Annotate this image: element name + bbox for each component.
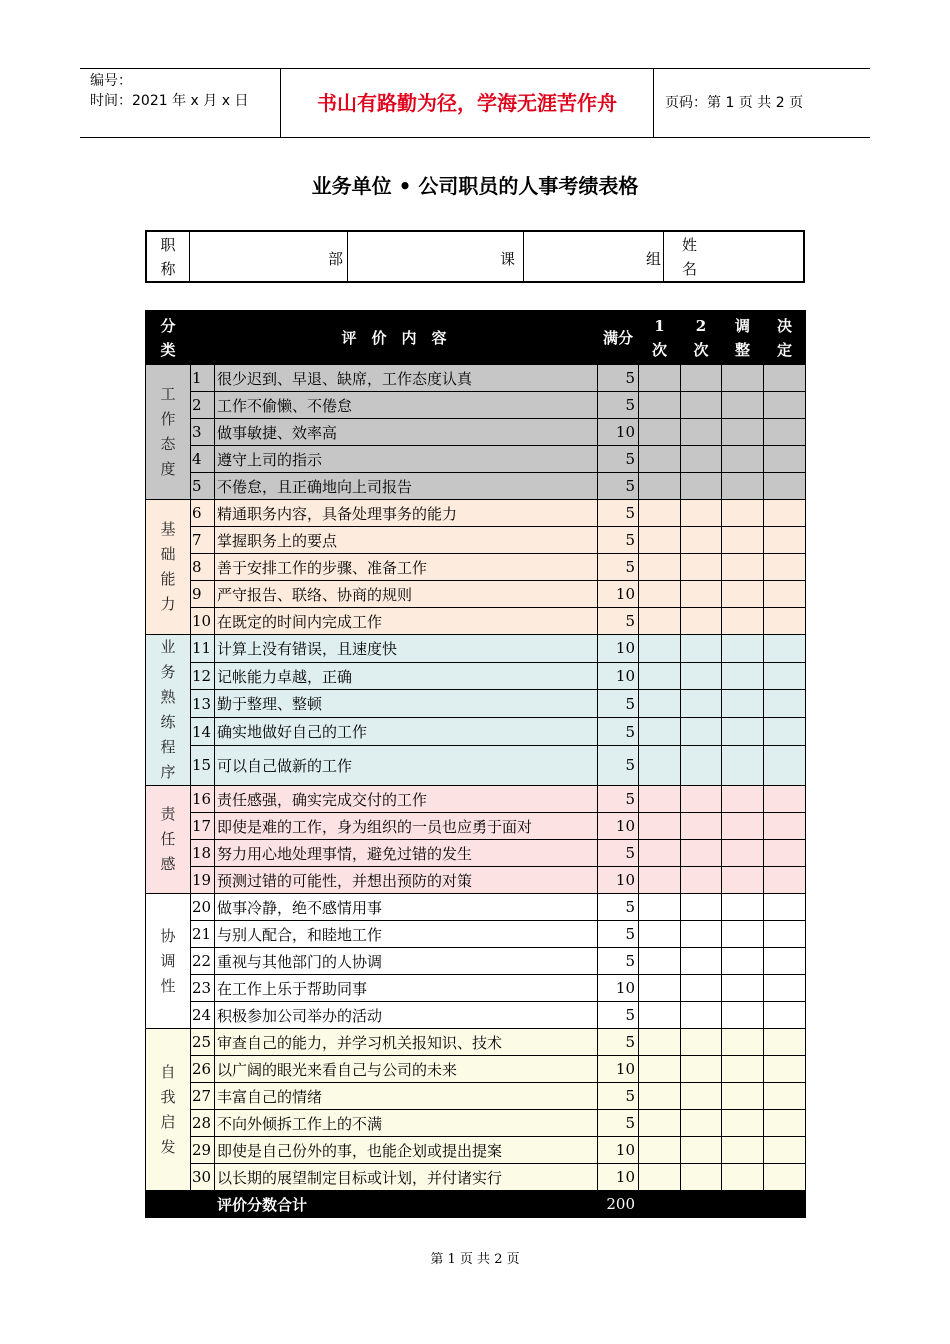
first-score-input[interactable] [639, 975, 681, 1002]
item-description: 在既定的时间内完成工作 [215, 608, 598, 635]
decide-score-input[interactable] [764, 1083, 806, 1110]
item-description: 遵守上司的指示 [215, 446, 598, 473]
first-score-input[interactable] [639, 473, 681, 500]
first-score-input[interactable] [639, 581, 681, 608]
table-row [146, 500, 806, 527]
full-score-cell: 10 [598, 662, 639, 690]
item-description: 可以自己做新的工作 [215, 745, 598, 785]
first-score-input[interactable] [639, 608, 681, 635]
group-label: 组 [645, 250, 661, 268]
table-row [146, 1083, 806, 1110]
header-motto: 书山有路勤为径，学海无涯苦作舟 [280, 69, 654, 137]
col-first: 1 次 [639, 311, 681, 365]
table-row [146, 813, 806, 840]
first-score-input[interactable] [639, 419, 681, 446]
adjust-score-input[interactable] [722, 527, 764, 554]
header-meta [80, 69, 280, 137]
full-score-cell: 5 [598, 1029, 639, 1056]
adjust-score-input[interactable] [722, 975, 764, 1002]
second-score-input[interactable] [681, 527, 722, 554]
adjust-score-input[interactable] [722, 718, 764, 746]
full-score-cell: 5 [598, 948, 639, 975]
table-row [146, 948, 806, 975]
decide-score-input[interactable] [764, 608, 806, 635]
department-field[interactable] [189, 232, 347, 281]
second-score-input[interactable] [681, 813, 722, 840]
total-row [146, 1191, 806, 1218]
second-score-input[interactable] [681, 894, 722, 921]
table-header-row [146, 311, 806, 365]
evaluation-table-body [146, 365, 806, 1218]
item-number: 5 [191, 473, 215, 500]
item-number: 4 [191, 446, 215, 473]
second-score-input[interactable] [681, 1137, 722, 1164]
first-score-input[interactable] [639, 392, 681, 419]
full-score-cell: 5 [598, 921, 639, 948]
category-basic-ability: 基 础 能 力 [146, 500, 191, 635]
first-score-input[interactable] [639, 840, 681, 867]
table-row [146, 690, 806, 718]
col-category: 分 类 [146, 311, 191, 365]
adjust-score-input[interactable] [722, 1110, 764, 1137]
item-description: 以长期的展望制定目标或计划，并付诸实行 [215, 1164, 598, 1191]
item-number: 13 [191, 690, 215, 718]
first-score-input[interactable] [639, 948, 681, 975]
item-description: 预测过错的可能性，并想出预防的对策 [215, 867, 598, 894]
decide-score-input[interactable] [764, 894, 806, 921]
col-decide: 决 定 [764, 311, 806, 365]
full-score-cell: 5 [598, 786, 639, 813]
full-score-cell: 5 [598, 365, 639, 392]
adjust-score-input[interactable] [722, 500, 764, 527]
adjust-score-input[interactable] [722, 867, 764, 894]
item-number: 23 [191, 975, 215, 1002]
adjust-score-input[interactable] [722, 921, 764, 948]
adjust-score-input[interactable] [722, 554, 764, 581]
total-label: 评价分数合计 [215, 1191, 598, 1218]
adjust-score-input[interactable] [722, 1002, 764, 1029]
first-score-input[interactable] [639, 500, 681, 527]
category-proficiency: 业 务 熟 练 程 序 [146, 635, 191, 786]
item-description: 丰富自己的情绪 [215, 1083, 598, 1110]
first-score-input[interactable] [639, 894, 681, 921]
adjust-score-input[interactable] [722, 948, 764, 975]
item-description: 很少迟到、早退、缺席，工作态度认真 [215, 365, 598, 392]
table-row [146, 1137, 806, 1164]
first-score-input[interactable] [639, 867, 681, 894]
table-row [146, 1164, 806, 1191]
full-score-cell: 5 [598, 745, 639, 785]
table-row [146, 718, 806, 746]
decide-score-input[interactable] [764, 690, 806, 718]
decide-score-input[interactable] [764, 581, 806, 608]
full-score-cell: 5 [598, 1002, 639, 1029]
category-cooperation: 协 调 性 [146, 894, 191, 1029]
adjust-score-input[interactable] [722, 419, 764, 446]
first-score-input[interactable] [639, 365, 681, 392]
table-row [146, 745, 806, 785]
full-score-cell: 5 [598, 392, 639, 419]
adjust-score-input[interactable] [722, 635, 764, 663]
full-score-cell: 5 [598, 690, 639, 718]
second-score-input[interactable] [681, 365, 722, 392]
second-score-input[interactable] [681, 662, 722, 690]
second-score-input[interactable] [681, 554, 722, 581]
time-label: 时间：2021 年 x 月 x 日 [90, 93, 249, 109]
full-score-cell: 10 [598, 635, 639, 663]
item-number: 24 [191, 1002, 215, 1029]
item-description: 确实地做好自己的工作 [215, 718, 598, 746]
item-description: 即使是自己份外的事，也能企划或提出提案 [215, 1137, 598, 1164]
first-score-input[interactable] [639, 527, 681, 554]
page-title: 业务单位 • 公司职员的人事考绩表格 [311, 174, 639, 198]
second-score-input[interactable] [681, 473, 722, 500]
col-content: 评 价 内 容 [191, 311, 598, 365]
full-score-cell: 10 [598, 581, 639, 608]
section-label: 课 [499, 250, 515, 268]
page-footer: 第 1 页 共 2 页 [430, 1252, 520, 1267]
adjust-score-input[interactable] [722, 473, 764, 500]
first-score-input[interactable] [639, 745, 681, 785]
item-description: 不倦怠，且正确地向上司报告 [215, 473, 598, 500]
item-description: 工作不偷懒、不倦怠 [215, 392, 598, 419]
item-number: 27 [191, 1083, 215, 1110]
adjust-score-input[interactable] [722, 1137, 764, 1164]
second-score-input[interactable] [681, 419, 722, 446]
item-description: 掌握职务上的要点 [215, 527, 598, 554]
second-score-input[interactable] [681, 921, 722, 948]
item-description: 做事敏捷、效率高 [215, 419, 598, 446]
adjust-score-input[interactable] [722, 365, 764, 392]
decide-score-input[interactable] [764, 1137, 806, 1164]
decide-score-input[interactable] [764, 446, 806, 473]
item-description: 勤于整理、整顿 [215, 690, 598, 718]
second-score-input[interactable] [681, 745, 722, 785]
item-description: 责任感强，确实完成交付的工作 [215, 786, 598, 813]
second-score-input[interactable] [681, 581, 722, 608]
decide-score-input[interactable] [764, 867, 806, 894]
item-description: 即使是难的工作，身为组织的一员也应勇于面对 [215, 813, 598, 840]
table-row [146, 975, 806, 1002]
first-score-input[interactable] [639, 690, 681, 718]
first-score-input[interactable] [639, 813, 681, 840]
second-score-input[interactable] [681, 608, 722, 635]
group-field[interactable] [523, 232, 663, 281]
col-adjust: 调 整 [722, 311, 764, 365]
second-score-input[interactable] [681, 975, 722, 1002]
item-number: 15 [191, 745, 215, 785]
item-description: 重视与其他部门的人协调 [215, 948, 598, 975]
first-score-input[interactable] [639, 446, 681, 473]
item-number: 10 [191, 608, 215, 635]
full-score-cell: 5 [598, 1110, 639, 1137]
item-number: 1 [191, 365, 215, 392]
table-row [146, 867, 806, 894]
second-score-input[interactable] [681, 500, 722, 527]
name-label-2: 名 [682, 260, 698, 278]
decide-score-input[interactable] [764, 840, 806, 867]
decide-score-input[interactable] [764, 500, 806, 527]
second-score-input[interactable] [681, 840, 722, 867]
col-full-score: 满分 [598, 311, 639, 365]
second-score-input[interactable] [681, 392, 722, 419]
full-score-cell: 5 [598, 527, 639, 554]
full-score-cell: 10 [598, 867, 639, 894]
item-description: 精通职务内容，具备处理事务的能力 [215, 500, 598, 527]
second-score-input[interactable] [681, 1110, 722, 1137]
item-number: 16 [191, 786, 215, 813]
decide-score-input[interactable] [764, 975, 806, 1002]
col-second: 2 次 [681, 311, 722, 365]
table-row [146, 1002, 806, 1029]
first-score-input[interactable] [639, 1002, 681, 1029]
first-score-input[interactable] [639, 786, 681, 813]
second-score-input[interactable] [681, 635, 722, 663]
second-score-input[interactable] [681, 690, 722, 718]
second-score-input[interactable] [681, 1164, 722, 1191]
second-score-input[interactable] [681, 867, 722, 894]
full-score-cell: 10 [598, 813, 639, 840]
item-description: 与别人配合，和睦地工作 [215, 921, 598, 948]
decide-score-input[interactable] [764, 786, 806, 813]
decide-score-input[interactable] [764, 813, 806, 840]
item-number: 7 [191, 527, 215, 554]
decide-score-input[interactable] [764, 473, 806, 500]
full-score-cell: 10 [598, 419, 639, 446]
adjust-score-input[interactable] [722, 1056, 764, 1083]
total-adjust [722, 1191, 764, 1218]
first-score-input[interactable] [639, 921, 681, 948]
item-description: 以广阔的眼光来看自己与公司的未来 [215, 1056, 598, 1083]
second-score-input[interactable] [681, 786, 722, 813]
first-score-input[interactable] [639, 1137, 681, 1164]
decide-score-input[interactable] [764, 1002, 806, 1029]
adjust-score-input[interactable] [722, 745, 764, 785]
page-indicator: 页码：第 1 页 共 2 页 [665, 95, 804, 111]
item-number: 20 [191, 894, 215, 921]
item-number: 11 [191, 635, 215, 663]
decide-score-input[interactable] [764, 554, 806, 581]
table-row [146, 419, 806, 446]
table-row [146, 1056, 806, 1083]
adjust-score-input[interactable] [722, 840, 764, 867]
document-header [80, 68, 870, 138]
item-number: 29 [191, 1137, 215, 1164]
total-spacer [191, 1191, 215, 1218]
full-score-cell: 5 [598, 500, 639, 527]
evaluation-table-wrapper [145, 310, 805, 1218]
table-row [146, 1029, 806, 1056]
full-score-cell: 5 [598, 718, 639, 746]
decide-score-input[interactable] [764, 1110, 806, 1137]
full-score-cell: 5 [598, 608, 639, 635]
table-row [146, 921, 806, 948]
total-value: 200 [598, 1191, 639, 1218]
table-row [146, 527, 806, 554]
adjust-score-input[interactable] [722, 608, 764, 635]
full-score-cell: 5 [598, 554, 639, 581]
table-row [146, 840, 806, 867]
full-score-cell: 5 [598, 446, 639, 473]
decide-score-input[interactable] [764, 1029, 806, 1056]
item-description: 做事冷静，绝不感情用事 [215, 894, 598, 921]
decide-score-input[interactable] [764, 745, 806, 785]
full-score-cell: 5 [598, 473, 639, 500]
table-row [146, 894, 806, 921]
full-score-cell: 10 [598, 1164, 639, 1191]
item-description: 努力用心地处理事情，避免过错的发生 [215, 840, 598, 867]
table-row [146, 786, 806, 813]
total-first [639, 1191, 681, 1218]
total-second [681, 1191, 722, 1218]
first-score-input[interactable] [639, 1110, 681, 1137]
adjust-score-input[interactable] [722, 690, 764, 718]
evaluation-table [145, 310, 806, 1218]
item-number: 17 [191, 813, 215, 840]
item-number: 14 [191, 718, 215, 746]
adjust-score-input[interactable] [722, 1083, 764, 1110]
item-number: 26 [191, 1056, 215, 1083]
table-row [146, 608, 806, 635]
item-number: 18 [191, 840, 215, 867]
full-score-cell: 5 [598, 894, 639, 921]
full-score-cell: 10 [598, 1137, 639, 1164]
item-number: 9 [191, 581, 215, 608]
adjust-score-input[interactable] [722, 786, 764, 813]
item-number: 3 [191, 419, 215, 446]
decide-score-input[interactable] [764, 948, 806, 975]
table-row [146, 446, 806, 473]
first-score-input[interactable] [639, 718, 681, 746]
item-description: 审查自己的能力，并学习机关报知识、技术 [215, 1029, 598, 1056]
item-number: 25 [191, 1029, 215, 1056]
second-score-input[interactable] [681, 1002, 722, 1029]
first-score-input[interactable] [639, 635, 681, 663]
item-description: 积极参加公司举办的活动 [215, 1002, 598, 1029]
table-row [146, 635, 806, 663]
decide-score-input[interactable] [764, 392, 806, 419]
first-score-input[interactable] [639, 1083, 681, 1110]
item-number: 8 [191, 554, 215, 581]
second-score-input[interactable] [681, 1056, 722, 1083]
item-number: 2 [191, 392, 215, 419]
first-score-input[interactable] [639, 1056, 681, 1083]
second-score-input[interactable] [681, 948, 722, 975]
full-score-cell: 5 [598, 1083, 639, 1110]
full-score-cell: 10 [598, 975, 639, 1002]
second-score-input[interactable] [681, 1083, 722, 1110]
section-field[interactable] [347, 232, 523, 281]
department-label: 部 [327, 250, 343, 268]
decide-score-input[interactable] [764, 527, 806, 554]
full-score-cell: 10 [598, 1056, 639, 1083]
item-description: 严守报告、联络、协商的规则 [215, 581, 598, 608]
item-description: 计算上没有错误，且速度快 [215, 635, 598, 663]
name-label-1: 姓 [682, 236, 698, 254]
item-number: 21 [191, 921, 215, 948]
first-score-input[interactable] [639, 1164, 681, 1191]
adjust-score-input[interactable] [722, 446, 764, 473]
number-label: 编号： [90, 73, 132, 89]
total-decide [764, 1191, 806, 1218]
item-description: 在工作上乐于帮助同事 [215, 975, 598, 1002]
decide-score-input[interactable] [764, 635, 806, 663]
table-row [146, 581, 806, 608]
first-score-input[interactable] [639, 554, 681, 581]
adjust-score-input[interactable] [722, 1029, 764, 1056]
table-row [146, 392, 806, 419]
first-score-input[interactable] [639, 1029, 681, 1056]
name-field[interactable] [663, 232, 803, 281]
adjust-score-input[interactable] [722, 813, 764, 840]
job-title-label: 职 称 [160, 236, 176, 278]
total-spacer [146, 1191, 191, 1218]
table-row [146, 1110, 806, 1137]
decide-score-input[interactable] [764, 1164, 806, 1191]
item-description: 记帐能力卓越，正确 [215, 662, 598, 690]
item-description: 善于安排工作的步骤、准备工作 [215, 554, 598, 581]
item-number: 6 [191, 500, 215, 527]
item-description: 不向外倾拆工作上的不满 [215, 1110, 598, 1137]
second-score-input[interactable] [681, 446, 722, 473]
decide-score-input[interactable] [764, 1056, 806, 1083]
employee-info-row [145, 230, 805, 283]
decide-score-input[interactable] [764, 718, 806, 746]
table-row [146, 473, 806, 500]
item-number: 12 [191, 662, 215, 690]
adjust-score-input[interactable] [722, 392, 764, 419]
decide-score-input[interactable] [764, 419, 806, 446]
adjust-score-input[interactable] [722, 581, 764, 608]
item-number: 22 [191, 948, 215, 975]
category-responsibility: 责 任 感 [146, 786, 191, 894]
table-row [146, 662, 806, 690]
second-score-input[interactable] [681, 718, 722, 746]
category-attitude: 工 作 态 度 [146, 365, 191, 500]
item-number: 30 [191, 1164, 215, 1191]
second-score-input[interactable] [681, 1029, 722, 1056]
decide-score-input[interactable] [764, 365, 806, 392]
decide-score-input[interactable] [764, 662, 806, 690]
item-number: 28 [191, 1110, 215, 1137]
adjust-score-input[interactable] [722, 1164, 764, 1191]
adjust-score-input[interactable] [722, 662, 764, 690]
decide-score-input[interactable] [764, 921, 806, 948]
table-row [146, 365, 806, 392]
full-score-cell: 5 [598, 840, 639, 867]
table-row [146, 554, 806, 581]
adjust-score-input[interactable] [722, 894, 764, 921]
category-self-development: 自 我 启 发 [146, 1029, 191, 1191]
first-score-input[interactable] [639, 662, 681, 690]
item-number: 19 [191, 867, 215, 894]
